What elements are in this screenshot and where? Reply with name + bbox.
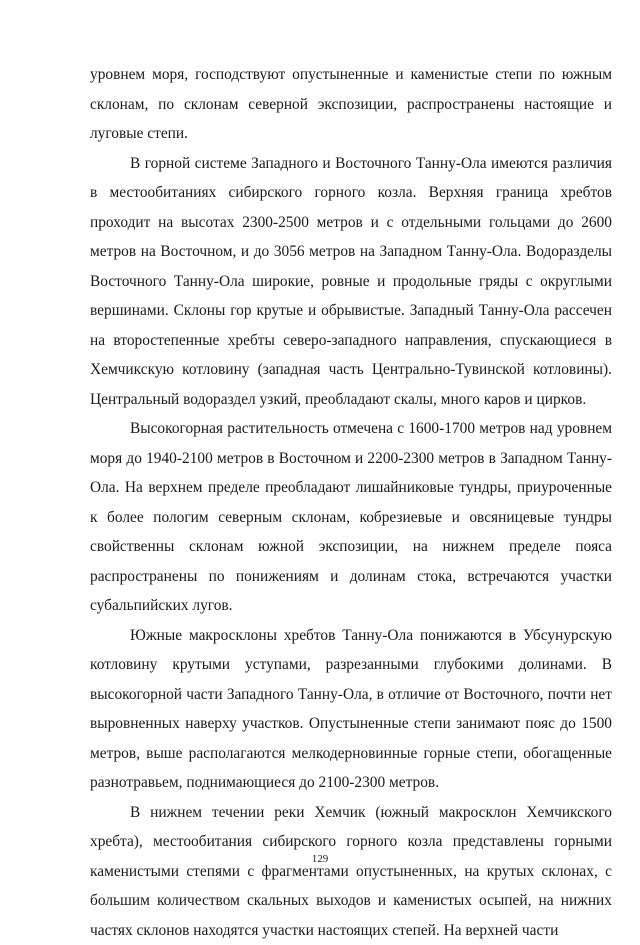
- paragraph-southern-macroslopes: Южные макросклоны хребтов Танну-Ола понижаются в Убсунурскую котловину крутыми уступами, разрезанными глубокими долинами. В высокогорной части Западного Танну-Ола, в отличие от Восточного, почти нет выровненных наверху участков. Опустыненные степи занимают пояс до 1500 метров, выше располагаются мелкодерновинные горные степи, обогащенные разнотравьем, поднимающиеся до 2100-2300 метров.: [90, 621, 612, 798]
- page-body: [90, 60, 612, 945]
- page-number: 129: [0, 853, 640, 865]
- paragraph-tannu-ola-habitats: В горной системе Западного и Восточного Танну-Ола имеются различия в местообитаниях сибирского горного козла. Верхняя граница хребтов проходит на высотах 2300-2500 метров и с отдельными гольцами до 2600 метров на Восточном, и до 3056 метров на Западном Танну-Ола. Водоразделы Восточного Танну-Ола широкие, ровные и продольные гряды с округлыми вершинами. Склоны гор крутые и обрывистые. Западный Танну-Ола рассечен на второстепенные хребты северо-западного направления, спускающиеся в Хемчикскую котловину (западная часть Центрально-Тувинской котловины). Центральный водораздел узкий, преобладают скалы, много каров и цирков.: [90, 149, 612, 415]
- paragraph-khemchik-river: В нижнем течении реки Хемчик (южный макросклон Хемчикского хребта), местообитания сибирского горного козла представлены горными каменистыми степями с фрагментами опустыненных, на крутых склонах, с большим количеством скальных выходов и каменистых осыпей, на нижних частях склонов находятся участки настоящих степей. На верхней части: [90, 798, 612, 945]
- paragraph-continuation: уровнем моря, господствуют опустыненные и каменистые степи по южным склонам, по склонам северной экспозиции, распространены настоящие и луговые степи.: [90, 60, 612, 149]
- paragraph-alpine-vegetation: Высокогорная растительность отмечена с 1600-1700 метров над уровнем моря до 1940-2100 метров в Восточном и 2200-2300 метров в Западном Танну-Ола. На верхнем пределе преобладают лишайниковые тундры, приуроченные к более пологим северным склонам, кобрезиевые и овсяницевые тундры свойственны склонам южной экспозиции, на нижнем пределе пояса распространены по понижениям и долинам стока, встречаются участки субальпийских лугов.: [90, 414, 612, 621]
